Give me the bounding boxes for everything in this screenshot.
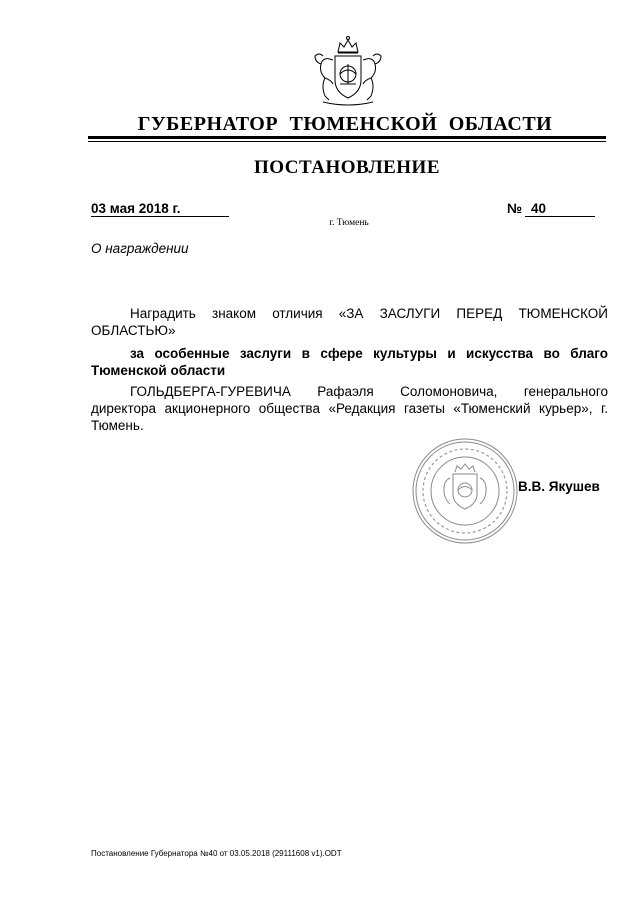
- document-number: 40: [531, 201, 547, 216]
- coat-of-arms-icon: [305, 34, 391, 108]
- number-underline: [525, 216, 595, 217]
- footer-file-reference: Постановление Губернатора №40 от 03.05.2018 (29111608 v1).ODT: [91, 849, 342, 858]
- header-rule-thick: [88, 136, 606, 139]
- header-rule-thin: [88, 141, 606, 142]
- issuer-title: ГУБЕРНАТОР ТЮМЕНСКОЙ ОБЛАСТИ: [137, 113, 553, 135]
- signer-name: В.В. Якушев: [518, 479, 600, 494]
- body-paragraph: ГОЛЬДБЕРГА-ГУРЕВИЧА Рафаэля Соломоновича, генерального директора акционерного общества «Редакция газеты «Тюменский курьер», г. Тюмень.: [91, 384, 608, 433]
- document-type: ПОСТАНОВЛЕНИЕ: [253, 157, 441, 178]
- number-sign: №: [507, 201, 523, 216]
- document-city: г. Тюмень: [329, 218, 369, 228]
- date-underline: [91, 216, 229, 217]
- seal-stamp-icon: [410, 436, 520, 546]
- body-paragraph: за особенные заслуги в сфере культуры и искусства во благо Тюменской области: [91, 346, 608, 378]
- document-subject: О награждении: [91, 241, 189, 256]
- document-date: 03 мая 2018 г.: [91, 201, 181, 216]
- body-paragraph: Наградить знаком отличия «ЗА ЗАСЛУГИ ПЕРЕД ТЮМЕНСКОЙ ОБЛАСТЬЮ»: [91, 306, 608, 338]
